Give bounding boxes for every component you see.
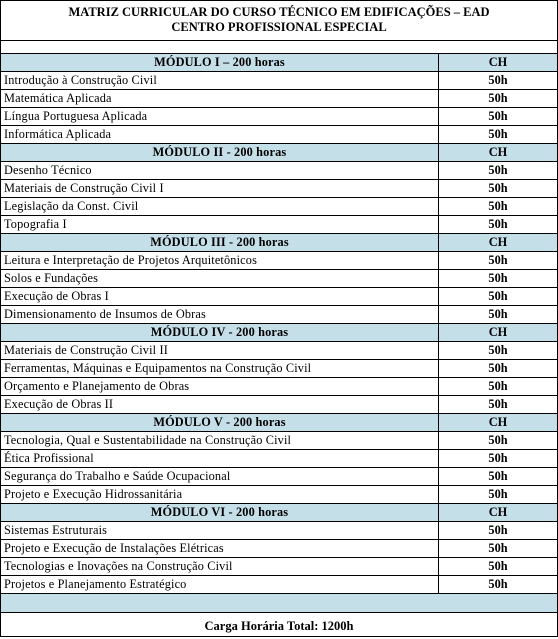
table-row	[1, 360, 557, 378]
subject-hours: 50h	[488, 523, 508, 537]
subject-hours: 50h	[488, 397, 508, 411]
table-row	[1, 558, 557, 576]
total-hours: Carga Horária Total: 1200h	[204, 619, 354, 633]
subject-name: Informática Aplicada	[1, 126, 439, 143]
blank-shaded-row	[1, 594, 557, 613]
module-title: MÓDULO II - 200 horas	[1, 144, 439, 161]
ch-column-header: CH	[488, 415, 508, 429]
subject-hours: 50h	[488, 271, 508, 285]
subject-hours: 50h	[488, 487, 508, 501]
ch-column-header: CH	[488, 55, 508, 69]
table-row	[1, 486, 557, 504]
subject-name: Introdução à Construção Civil	[1, 72, 439, 89]
subject-hours: 50h	[488, 181, 508, 195]
subject-name: Dimensionamento de Insumos de Obras	[1, 306, 439, 323]
title-line-1: MATRIZ CURRICULAR DO CURSO TÉCNICO EM EDIFICAÇÕES – EAD	[68, 5, 490, 19]
subject-hours: 50h	[488, 109, 508, 123]
subject-hours: 50h	[488, 289, 508, 303]
subject-name: Ética Profissional	[1, 450, 439, 467]
table-row	[1, 540, 557, 558]
ch-column-header: CH	[488, 505, 508, 519]
table-row	[1, 468, 557, 486]
module-header	[1, 234, 557, 252]
table-row	[1, 180, 557, 198]
subject-hours: 50h	[488, 307, 508, 321]
subject-hours: 50h	[488, 469, 508, 483]
subject-name: Legislação da Const. Civil	[1, 198, 439, 215]
table-row	[1, 396, 557, 414]
subject-name: Orçamento e Planejamento de Obras	[1, 378, 439, 395]
subject-name: Tecnologia, Qual e Sustentabilidade na Construção Civil	[1, 432, 439, 449]
subject-name: Materiais de Construção Civil I	[1, 180, 439, 197]
table-row	[1, 252, 557, 270]
subject-hours: 50h	[488, 217, 508, 231]
subject-name: Desenho Técnico	[1, 162, 439, 179]
subject-hours: 50h	[488, 541, 508, 555]
subject-name: Execução de Obras II	[1, 396, 439, 413]
subject-name: Execução de Obras I	[1, 288, 439, 305]
subject-name: Leitura e Interpretação de Projetos Arquitetônicos	[1, 252, 439, 269]
table-row	[1, 90, 557, 108]
module-header	[1, 504, 557, 522]
table-row	[1, 108, 557, 126]
subject-name: Língua Portuguesa Aplicada	[1, 108, 439, 125]
subject-hours: 50h	[488, 127, 508, 141]
modules-container	[1, 54, 557, 594]
table-row	[1, 288, 557, 306]
subject-name: Matemática Aplicada	[1, 90, 439, 107]
table-row	[1, 72, 557, 90]
module-header	[1, 144, 557, 162]
ch-column-header: CH	[488, 235, 508, 249]
table-row	[1, 432, 557, 450]
table-row	[1, 126, 557, 144]
subject-hours: 50h	[488, 163, 508, 177]
subject-name: Tecnologias e Inovações na Construção Civil	[1, 558, 439, 575]
subject-name: Projeto e Execução de Instalações Elétricas	[1, 540, 439, 557]
subject-name: Segurança do Trabalho e Saúde Ocupacional	[1, 468, 439, 485]
module-header	[1, 54, 557, 72]
subject-name: Topografia I	[1, 216, 439, 233]
subject-name: Sistemas Estruturais	[1, 522, 439, 539]
subject-hours: 50h	[488, 451, 508, 465]
table-row	[1, 306, 557, 324]
subject-hours: 50h	[488, 91, 508, 105]
subject-hours: 50h	[488, 559, 508, 573]
module-title: MÓDULO III - 200 horas	[1, 234, 439, 251]
table-row	[1, 450, 557, 468]
subject-hours: 50h	[488, 433, 508, 447]
subject-hours: 50h	[488, 73, 508, 87]
module-header	[1, 414, 557, 432]
table-row	[1, 378, 557, 396]
table-row	[1, 576, 557, 594]
subject-name: Projeto e Execução Hidrossanitária	[1, 486, 439, 503]
spacer-row	[1, 41, 557, 54]
table-title	[1, 1, 557, 41]
module-title: MÓDULO I – 200 horas	[1, 54, 439, 71]
subject-name: Solos e Fundações	[1, 270, 439, 287]
subject-hours: 50h	[488, 379, 508, 393]
table-row	[1, 162, 557, 180]
table-row	[1, 270, 557, 288]
module-title: MÓDULO IV - 200 horas	[1, 324, 439, 341]
module-title: MÓDULO V - 200 horas	[1, 414, 439, 431]
subject-name: Projetos e Planejamento Estratégico	[1, 576, 439, 593]
ch-column-header: CH	[488, 325, 508, 339]
table-row	[1, 198, 557, 216]
ch-column-header: CH	[488, 145, 508, 159]
subject-name: Ferramentas, Máquinas e Equipamentos na Construção Civil	[1, 360, 439, 377]
module-title: MÓDULO VI - 200 horas	[1, 504, 439, 521]
table-row	[1, 342, 557, 360]
table-row	[1, 216, 557, 234]
subject-hours: 50h	[488, 253, 508, 267]
subject-name: Materiais de Construção Civil II	[1, 342, 439, 359]
subject-hours: 50h	[488, 577, 508, 591]
module-header	[1, 324, 557, 342]
table-row	[1, 522, 557, 540]
subject-hours: 50h	[488, 361, 508, 375]
subject-hours: 50h	[488, 343, 508, 357]
subject-hours: 50h	[488, 199, 508, 213]
title-line-2: CENTRO PROFISSIONAL ESPECIAL	[171, 20, 387, 34]
